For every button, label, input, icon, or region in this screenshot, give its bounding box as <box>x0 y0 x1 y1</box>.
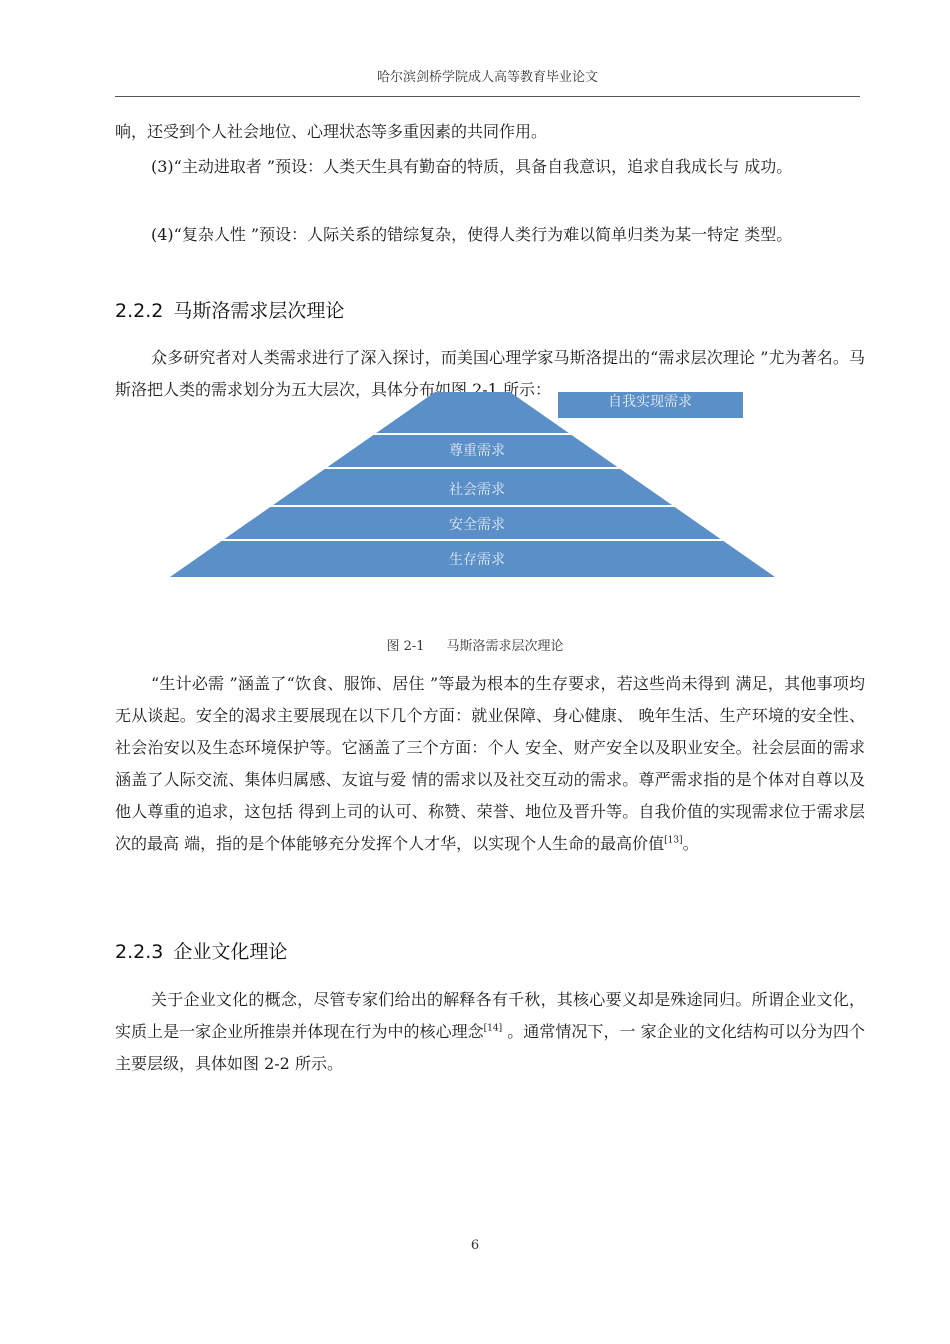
running-header: 哈尔滨剑桥学院成人高等教育毕业论文 <box>376 70 598 85</box>
paragraph-assumption-4: (4)“复杂人性 ”预设：人际关系的错综复杂，使得人类行为难以简单归类为某一特定 类型。 <box>151 225 793 244</box>
pyramid-label-social: 社会需求 <box>449 482 505 498</box>
section-number: 2.2.2 <box>115 300 164 322</box>
section-title: 马斯洛需求层次理论 <box>173 300 345 322</box>
section-title: 企业文化理论 <box>173 941 288 963</box>
paragraph-assumption-3: (3)“主动进取者 ”预设：人类天生具有勤奋的特质，具备自我意识，追求自我成长与 成功。 <box>151 157 793 176</box>
paragraph-end: 。 <box>682 834 699 853</box>
section-heading-2-2-2 <box>115 296 344 323</box>
figure-title: 马斯洛需求层次理论 <box>446 639 564 654</box>
pyramid-label-safety: 安全需求 <box>449 517 505 533</box>
paragraph-continuation: 响，还受到个人社会地位、心理状态等多重因素的共同作用。 <box>115 122 548 141</box>
paragraph-text: 关于企业文化的概念，尽管专家们给出的解释各有千秋，其核心要义却是殊途同归。所谓企业文化，实质上是一家企业所推崇并体现在行为中的核心理念 <box>115 990 865 1041</box>
header-divider <box>115 96 860 97</box>
paragraph-text-cont: 。通常情况下，一 家企业的文化结构可以分为四个主要层级，具体如图 2-2 所示。 <box>115 1022 865 1073</box>
paragraph-maslow-detail <box>115 668 865 860</box>
pyramid-label-esteem: 尊重需求 <box>449 443 505 459</box>
page-number: 6 <box>470 1238 480 1253</box>
section-number: 2.2.3 <box>115 941 164 963</box>
paragraph-maslow-intro: 众多研究者对人类需求进行了深入探讨，而美国心理学家马斯洛提出的“需求层次理论 ”尤为著名。马斯洛把人类的需求划分为五大层次，具体分布如图 2-1 所示： <box>115 348 865 399</box>
maslow-pyramid-figure <box>170 392 775 582</box>
citation-ref: [13] <box>664 835 683 846</box>
citation-ref: [14] <box>483 1023 503 1034</box>
section-heading-2-2-3 <box>115 937 287 964</box>
paragraph-text: “生计必需 ”涵盖了“饮食、服饰、居住 ”等最为根本的生存要求，若这些尚未得到 满足，其他事项均无从谈起。安全的渴求主要展现在以下几个方面：就业保障、身心健康、 晚年生活、生产环境的安全性、社会治安以及生态环境保护等。它涵盖了三个方面：个人 安全、财产安全以及职业安全。社会层面的需求涵盖了人际交流、集体归属感、友谊与爱 情的需求以及社交互动的需求。尊严需求指的是个体对自尊以及他人尊重的追求，这包括 得到上司的认可、称赞、荣誉、地位及晋升等。自我价值的实现需求位于需求层次的最高 端，指的是个体能够充分发挥个人才华，以实现个人生命的最高价值 <box>115 674 865 853</box>
paragraph-corporate-culture <box>115 984 865 1080</box>
pyramid-label-self-actualization: 自我实现需求 <box>608 394 692 410</box>
pyramid-label-physiological: 生存需求 <box>449 552 505 568</box>
figure-caption <box>0 635 950 654</box>
figure-number: 图 2-1 <box>386 639 425 654</box>
